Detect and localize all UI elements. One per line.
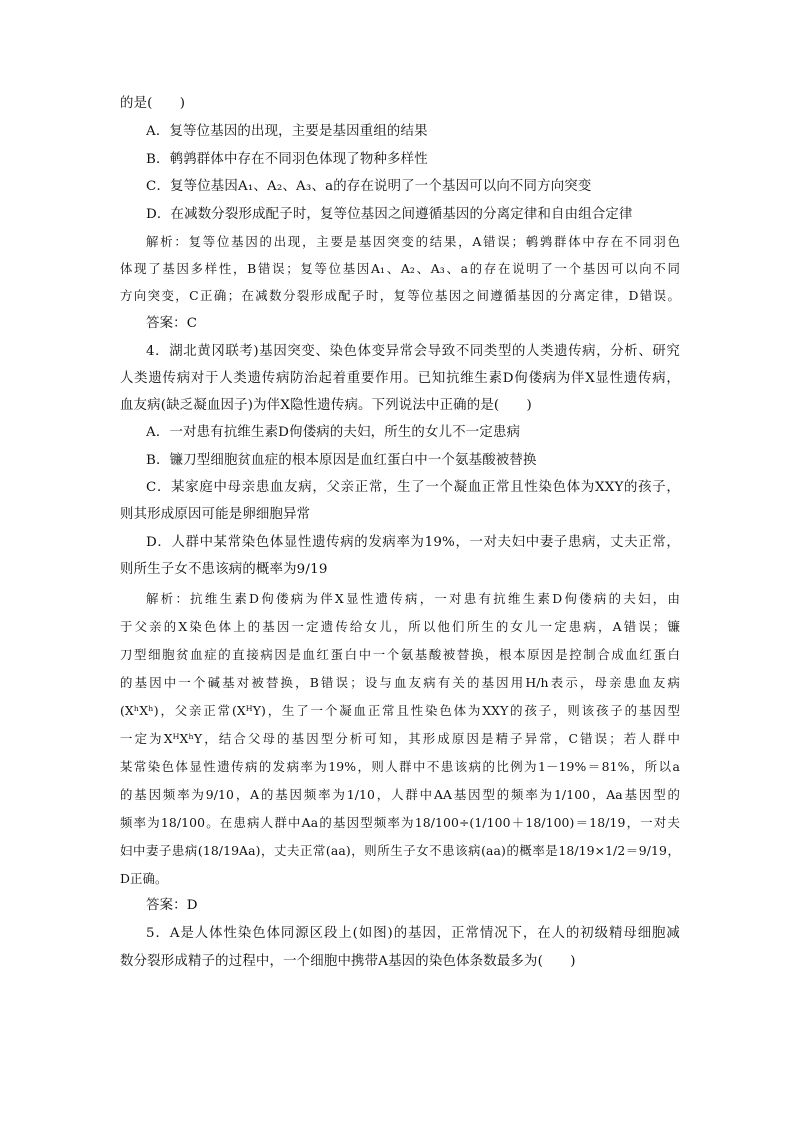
q4-option-d-cont: 则所生子女不患该病的概率为9/19 — [120, 562, 328, 577]
q4-option-a: A．一对患有抗维生素D佝偻病的夫妇，所生的女儿不一定患病 — [146, 425, 521, 440]
q3-option-d: D．在减数分裂形成配子时，复等位基因之间遵循基因的分离定律和自由组合定律 — [146, 207, 633, 222]
q4-option-b: B．镰刀型细胞贫血症的根本原因是血红蛋白中一个氨基酸被替换 — [146, 453, 537, 468]
q3-option-c: C．复等位基因A₁、A₂、A₃、a的存在说明了一个基因可以向不同方向突变 — [146, 179, 592, 194]
q4-explanation-line: 的基因中一个碱基对被替换，B错误；设与血友病有关的基因用H/h表示，母亲患血友病 — [120, 675, 680, 690]
q4-stem-line: 4．湖北黄冈联考)基因突变、染色体变异常会导致不同类型的人类遗传病，分析、研究 — [146, 344, 680, 359]
q4-explanation-line: (XʰXʰ)，父亲正常(XᴴY)，生了一个凝血正常且性染色体为XXY的孩子，则该孩子的基因型 — [120, 703, 680, 718]
q4-option-c: C．某家庭中母亲患血友病，父亲正常，生了一个凝血正常且性染色体为XXY的孩子， — [146, 480, 680, 495]
q4-option-c-cont: 则其形成原因可能是卵细胞异常 — [120, 507, 311, 522]
q3-option-a: A．复等位基因的出现，主要是基因重组的结果 — [146, 124, 428, 139]
q5-stem-line: 5．A是人体性染色体同源区段上(如图)的基因，正常情况下，在人的初级精母细胞减 — [146, 926, 680, 941]
q5-stem-line: 数分裂形成精子的过程中，一个细胞中携带A基因的染色体条数最多为( ) — [120, 954, 576, 969]
q4-option-d: D．人群中某常染色体显性遗传病的发病率为19%，一对夫妇中妻子患病，丈夫正常， — [146, 535, 680, 550]
q3-explanation-line: 体现了基因多样性，B错误；复等位基因A₁、A₂、A₃、a的存在说明了一个基因可以向不同 — [120, 261, 680, 276]
q3-stem-tail: 的是( ) — [120, 96, 186, 111]
q4-explanation-line: 妇中妻子患病(18/19Aa)，丈夫正常(aa)，则所生子女不患该病(aa)的概率是18/19×1/2＝9/19， — [120, 843, 680, 858]
q4-explanation-line: 于父亲的X染色体上的基因一定遗传给女儿，所以他们所生的女儿一定患病，A错误；镰 — [120, 619, 680, 634]
q4-explanation-line: 频率为18/100。在患病人群中Aa的基因型频率为18/100÷(1/100＋18/100)＝18/19，一对夫 — [120, 815, 680, 830]
q3-explanation-line: 方向突变，C正确；在减数分裂形成配子时，复等位基因之间遵循基因的分离定律，D错误。 — [120, 288, 680, 303]
q4-stem-line: 血友病(缺乏凝血因子)为伴X隐性遗传病。下列说法中正确的是( ) — [120, 398, 532, 413]
q4-explanation-line: 某常染色体显性遗传病的发病率为19%，则人群中不患该病的比例为1－19%＝81%，所以a — [120, 759, 680, 774]
q3-explanation-line: 解析：复等位基因的出现，主要是基因突变的结果，A错误；鹌鹑群体中存在不同羽色 — [146, 234, 680, 249]
q4-explanation-line: 一定为XᴴXʰY，结合父母的基因型分析可知，其形成原因是精子异常，C错误；若人群中 — [120, 731, 680, 746]
q3-option-b: B．鹌鹑群体中存在不同羽色体现了物种多样性 — [146, 152, 428, 167]
q4-explanation-line: 刀型细胞贫血症的直接病因是血红蛋白中一个氨基酸被替换，根本原因是控制合成血红蛋白 — [120, 647, 680, 662]
q4-explanation-line: 的基因频率为9/10，A的基因频率为1/10，人群中AA基因型的频率为1/100，Aa基因型的 — [120, 787, 680, 802]
q4-stem-line: 人类遗传病对于人类遗传病防治起着重要作用。已知抗维生素D佝偻病为伴X显性遗传病， — [120, 371, 680, 386]
q3-answer: 答案：C — [146, 316, 198, 331]
q4-explanation-line: D正确。 — [120, 871, 168, 886]
q4-explanation-line: 解析：抗维生素D佝偻病为伴X显性遗传病，一对患有抗维生素D佝偻病的夫妇，由 — [146, 591, 680, 606]
q4-answer: 答案：D — [146, 898, 198, 913]
